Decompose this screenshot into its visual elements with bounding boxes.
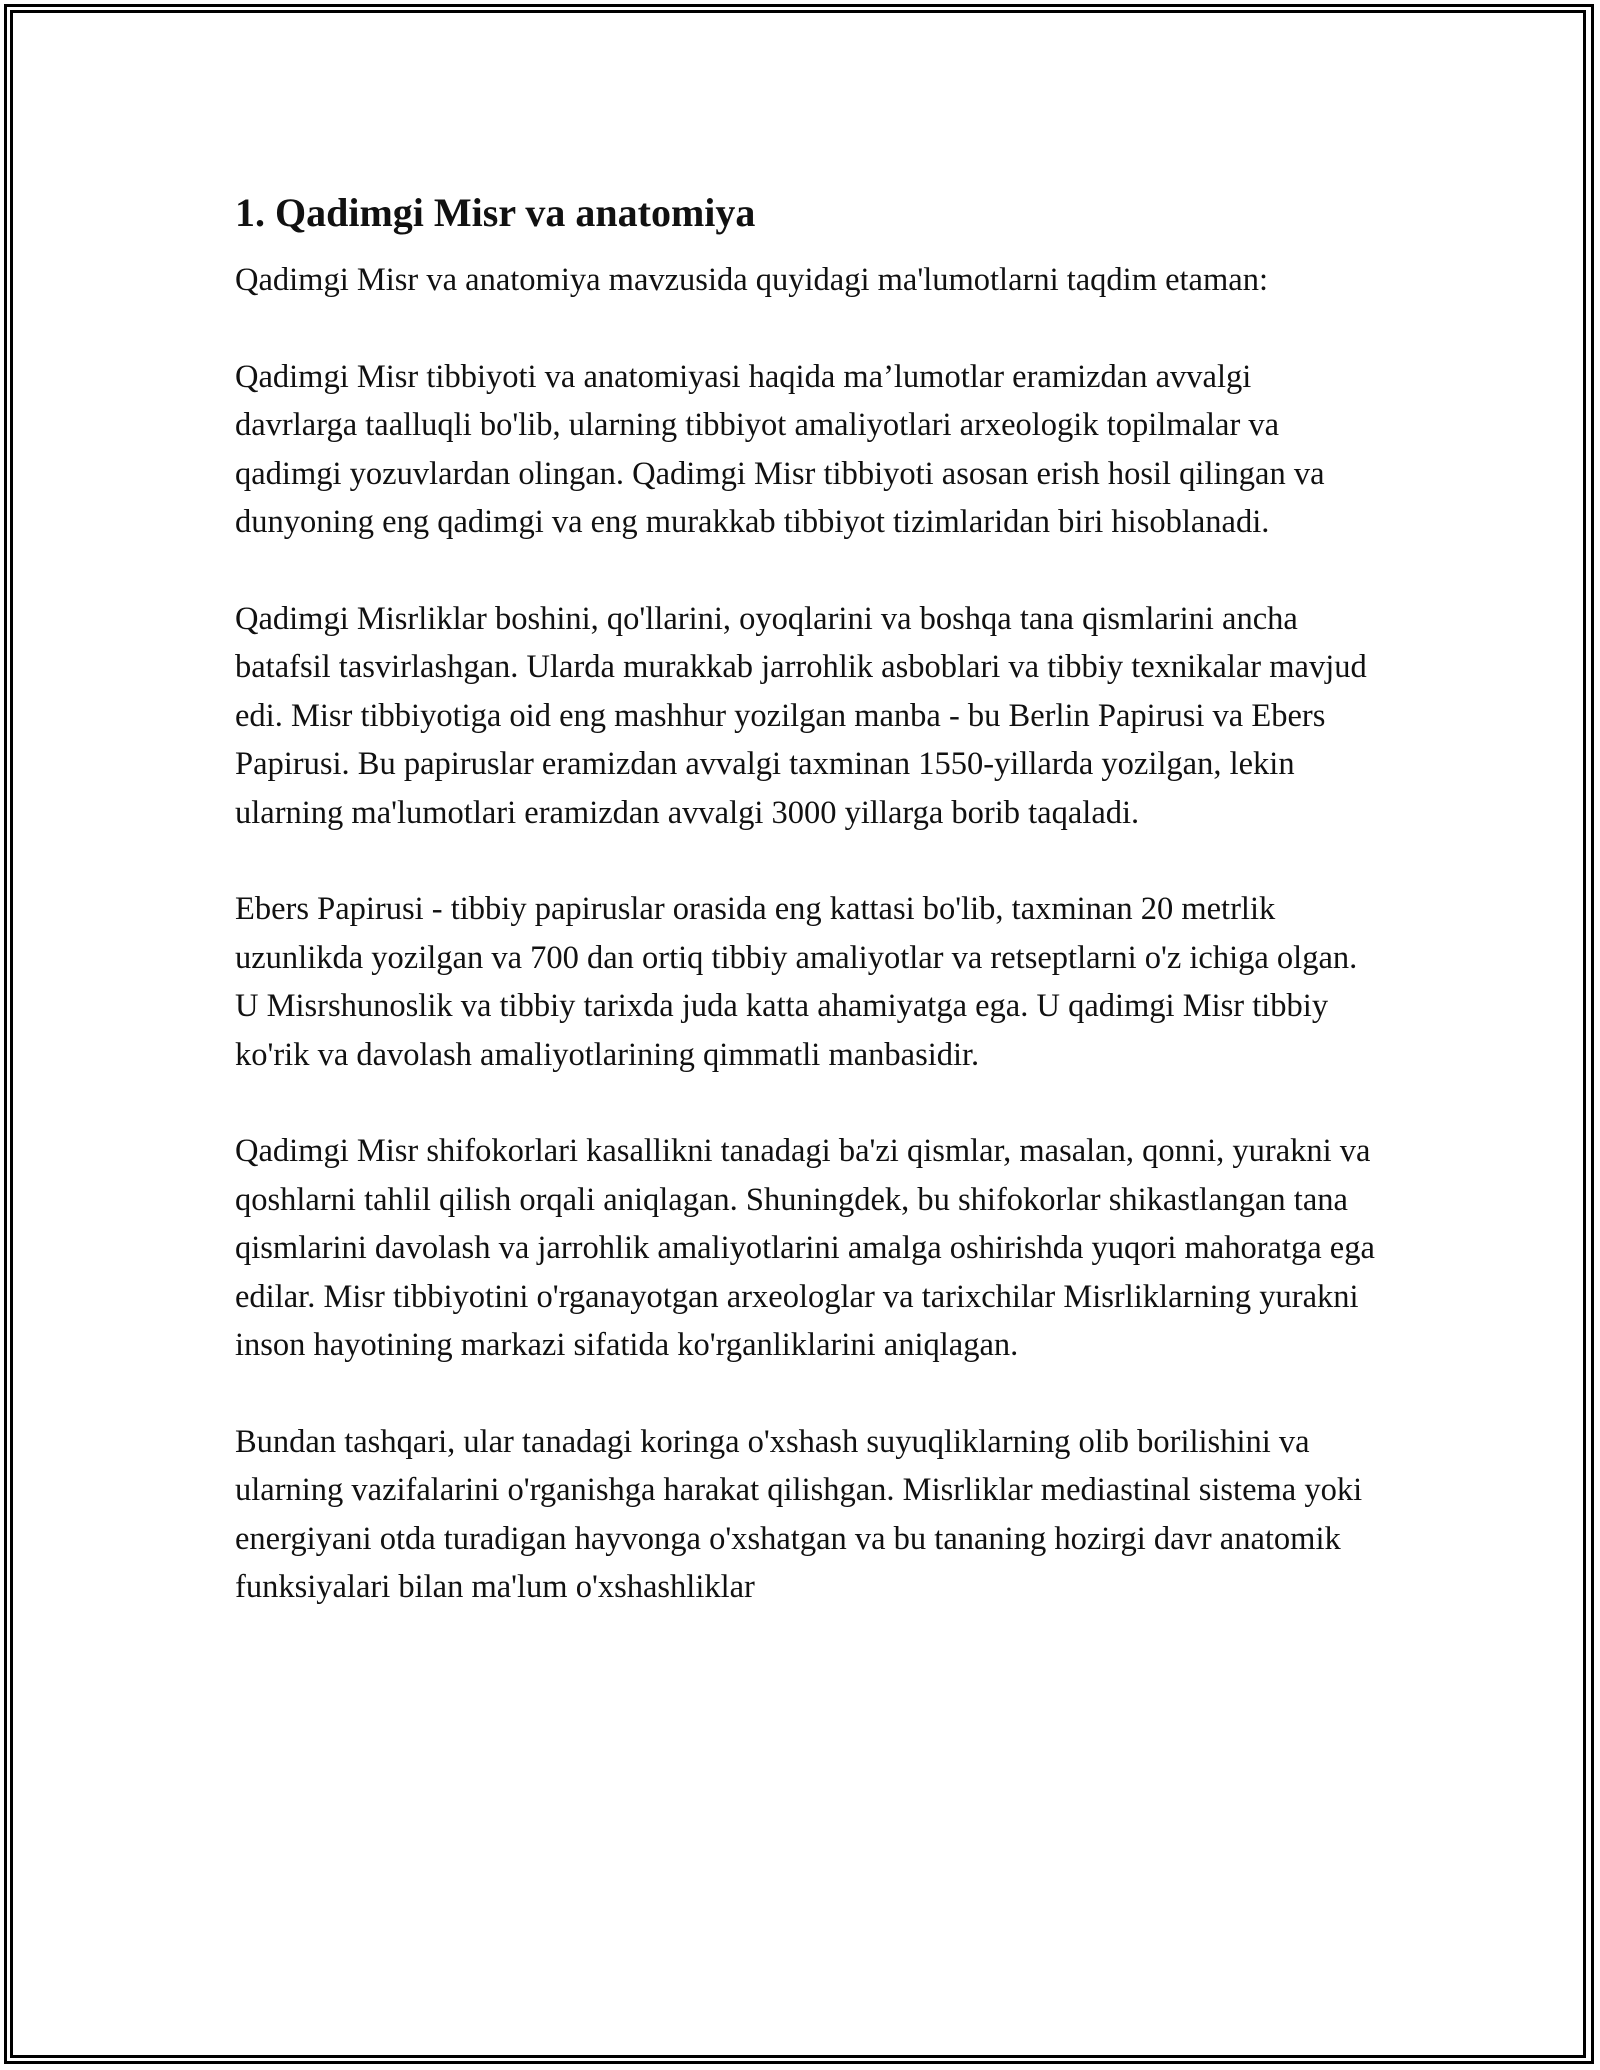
paragraph-ebers-papyrus: Ebers Papirusi - tibbiy papiruslar orasida eng kattasi bo'lib, taxminan 20 metrlik uzunlikda yozilgan va 700 dan ortiq tibbiy amaliyotlar va retseptlarni o'z ichiga olgan. U Misrshunoslik va tibbiy tarixda juda katta ahamiyatga ega. U qadimgi Misr tibbiy ko'rik va davolash amaliyotlarining qimmatli manbasidir. — [235, 891, 1358, 1073]
paragraph-intro: Qadimgi Misr va anatomiya mavzusida quyidagi ma'lumotlarni taqdim etaman: — [235, 262, 1268, 298]
paragraph-physicians: Qadimgi Misr shifokorlari kasallikni tanadagi ba'zi qismlar, masalan, qonni, yurakni va qoshlarni tahlil qilish orqali aniqlagan. Shuningdek, bu shifokorlar shikastlangan tana qismlarini davolash va jarrohlik amaliyotlarini amalga oshirishda yuqori mahoratga ega edilar. Misr tibbiyotini o'rganayotgan arxeologlar va tarixchilar Misrliklarning yurakni inson hayotining markazi sifatida ko'rganliklarini aniqlagan. — [235, 1133, 1375, 1363]
paragraph-fluids: Bundan tashqari, ular tanadagi koringa o'xshash suyuqliklarning olib borilishini va ularning vazifalarini o'rganishga harakat qilishgan. Misrliklar mediastinal sistema yoki energiyani otda turadigan hayvonga o'xshatgan va bu tananing hozirgi davr anatomik funksiyalari bilan ma'lum o'xshashliklar — [235, 1423, 1363, 1605]
document-body — [235, 188, 1380, 1660]
paragraph-papyri: Qadimgi Misrliklar boshini, qo'llarini, oyoqlarini va boshqa tana qismlarini ancha batafsil tasvirlashgan. Ularda murakkab jarrohlik asboblari va tibbiy texnikalar mavjud edi. Misr tibbiyotiga oid eng mashhur yozilgan manba - bu Berlin Papirusi va Ebers Papirusi. Bu papiruslar eramizdan avvalgi taxminan 1550-yillarda yozilgan, lekin ularning ma'lumotlari eramizdan avvalgi 3000 yillarga borib taqaladi. — [235, 600, 1367, 831]
paragraph-egyptian-medicine: Qadimgi Misr tibbiyoti va anatomiyasi haqida ma’lumotlar eramizdan avvalgi davrlarga taalluqli bo'lib, ularning tibbiyot amaliyotlari arxeologik topilmalar va qadimgi yozuvlardan olingan. Qadimgi Misr tibbiyoti asosan erish hosil qilingan va dunyoning eng qadimgi va eng murakkab tibbiyot tizimlaridan biri hisoblanadi. — [235, 358, 1325, 540]
section-heading: 1. Qadimgi Misr va anatomiya — [235, 190, 756, 235]
